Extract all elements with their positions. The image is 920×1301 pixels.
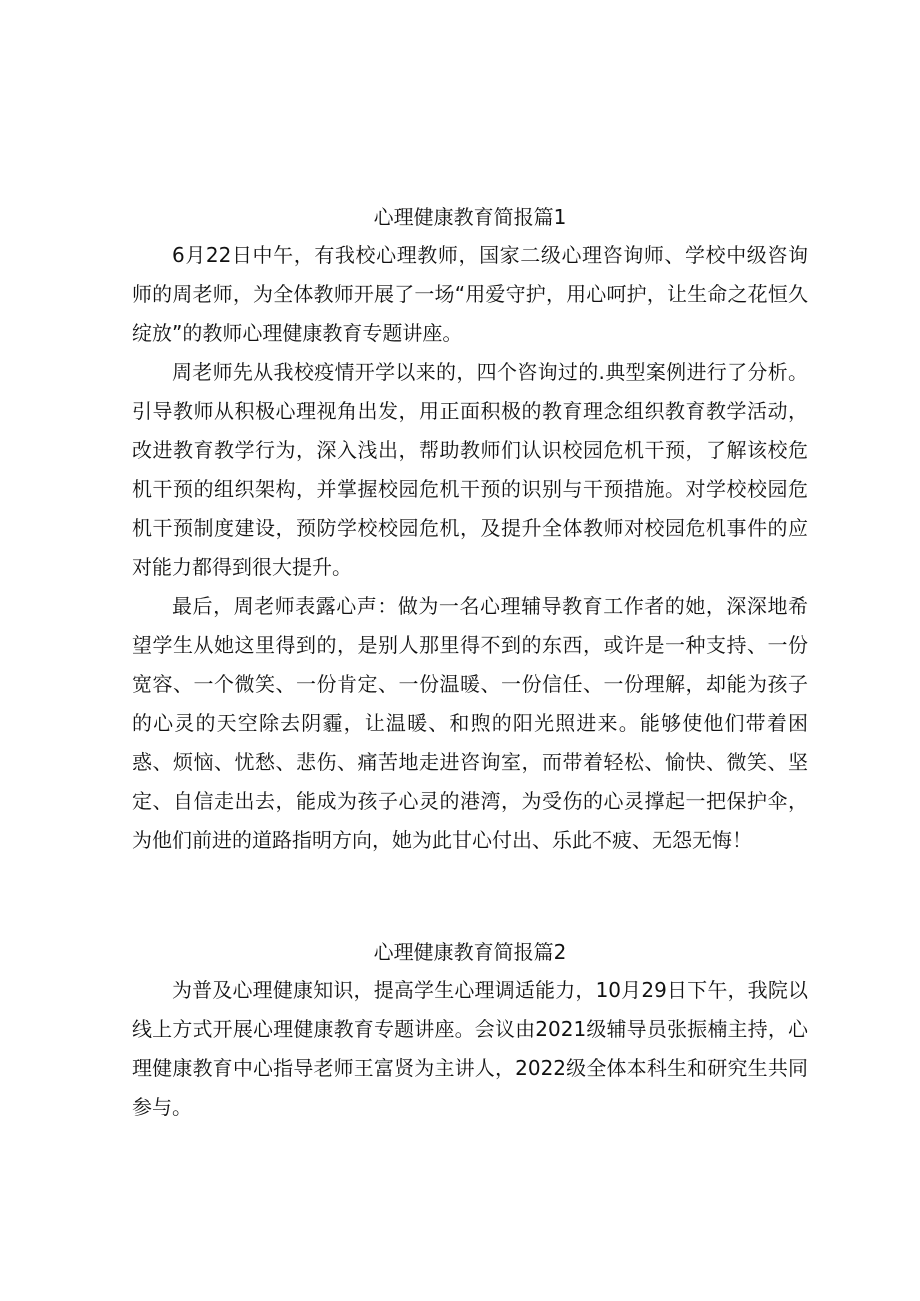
body-paragraph: 周老师先从我校疫情开学以来的，四个咨询过的.典型案例进行了分析。引导教师从积极心理视角出发，用正面积极的教育理念组织教育教学活动，改进教育教学行为，深入浅出，帮助教师们认识校园危机干预，了解该校危机干预的组织架构，并掌握校园危机干预的识别与干预措施。对学校校园危机干预制度建设，预防学校校园危机，及提升全体教师对校园危机事件的应对能力都得到很大提升。 [132,360,808,579]
body-paragraph: 6月22日中午，有我校心理教师，国家二级心理咨询师、学校中级咨询师的周老师，为全体教师开展了一场“用爱守护，用心呵护，让生命之花恒久绽放”的教师心理健康教育专题讲座。 [132,243,808,345]
body-paragraph: 为普及心理健康知识，提高学生心理调适能力，10月29日下午，我院以线上方式开展心理健康教育专题讲座。会议由2021级辅导员张振楠主持，心理健康教育中心指导老师王富贤为主讲人，2022级全体本科生和研究生共同参与。 [132,978,808,1119]
body-paragraph: 最后，周老师表露心声：做为一名心理辅导教育工作者的她，深深地希望学生从她这里得到的，是别人那里得不到的东西，或许是一种支持、一份宽容、一个微笑、一份肯定、一份温暖、一份信任、一份理解，却能为孩子的心灵的天空除去阴霾，让温暖、和煦的阳光照进来。能够使他们带着困惑、烦恼、忧愁、悲伤、痛苦地走进咨询室，而带着轻松、愉快、微笑、坚定、自信走出去，能成为孩子心灵的港湾，为受伤的心灵撑起一把保护伞，为他们前进的道路指明方向，她为此甘心付出、乐此不疲、无怨无悔！ [132,594,808,852]
report-section-2 [132,933,808,1127]
report-section-1 [132,198,808,860]
section-title: 心理健康教育简报篇2 [373,940,567,964]
section-title: 心理健康教育简报篇1 [373,205,567,229]
